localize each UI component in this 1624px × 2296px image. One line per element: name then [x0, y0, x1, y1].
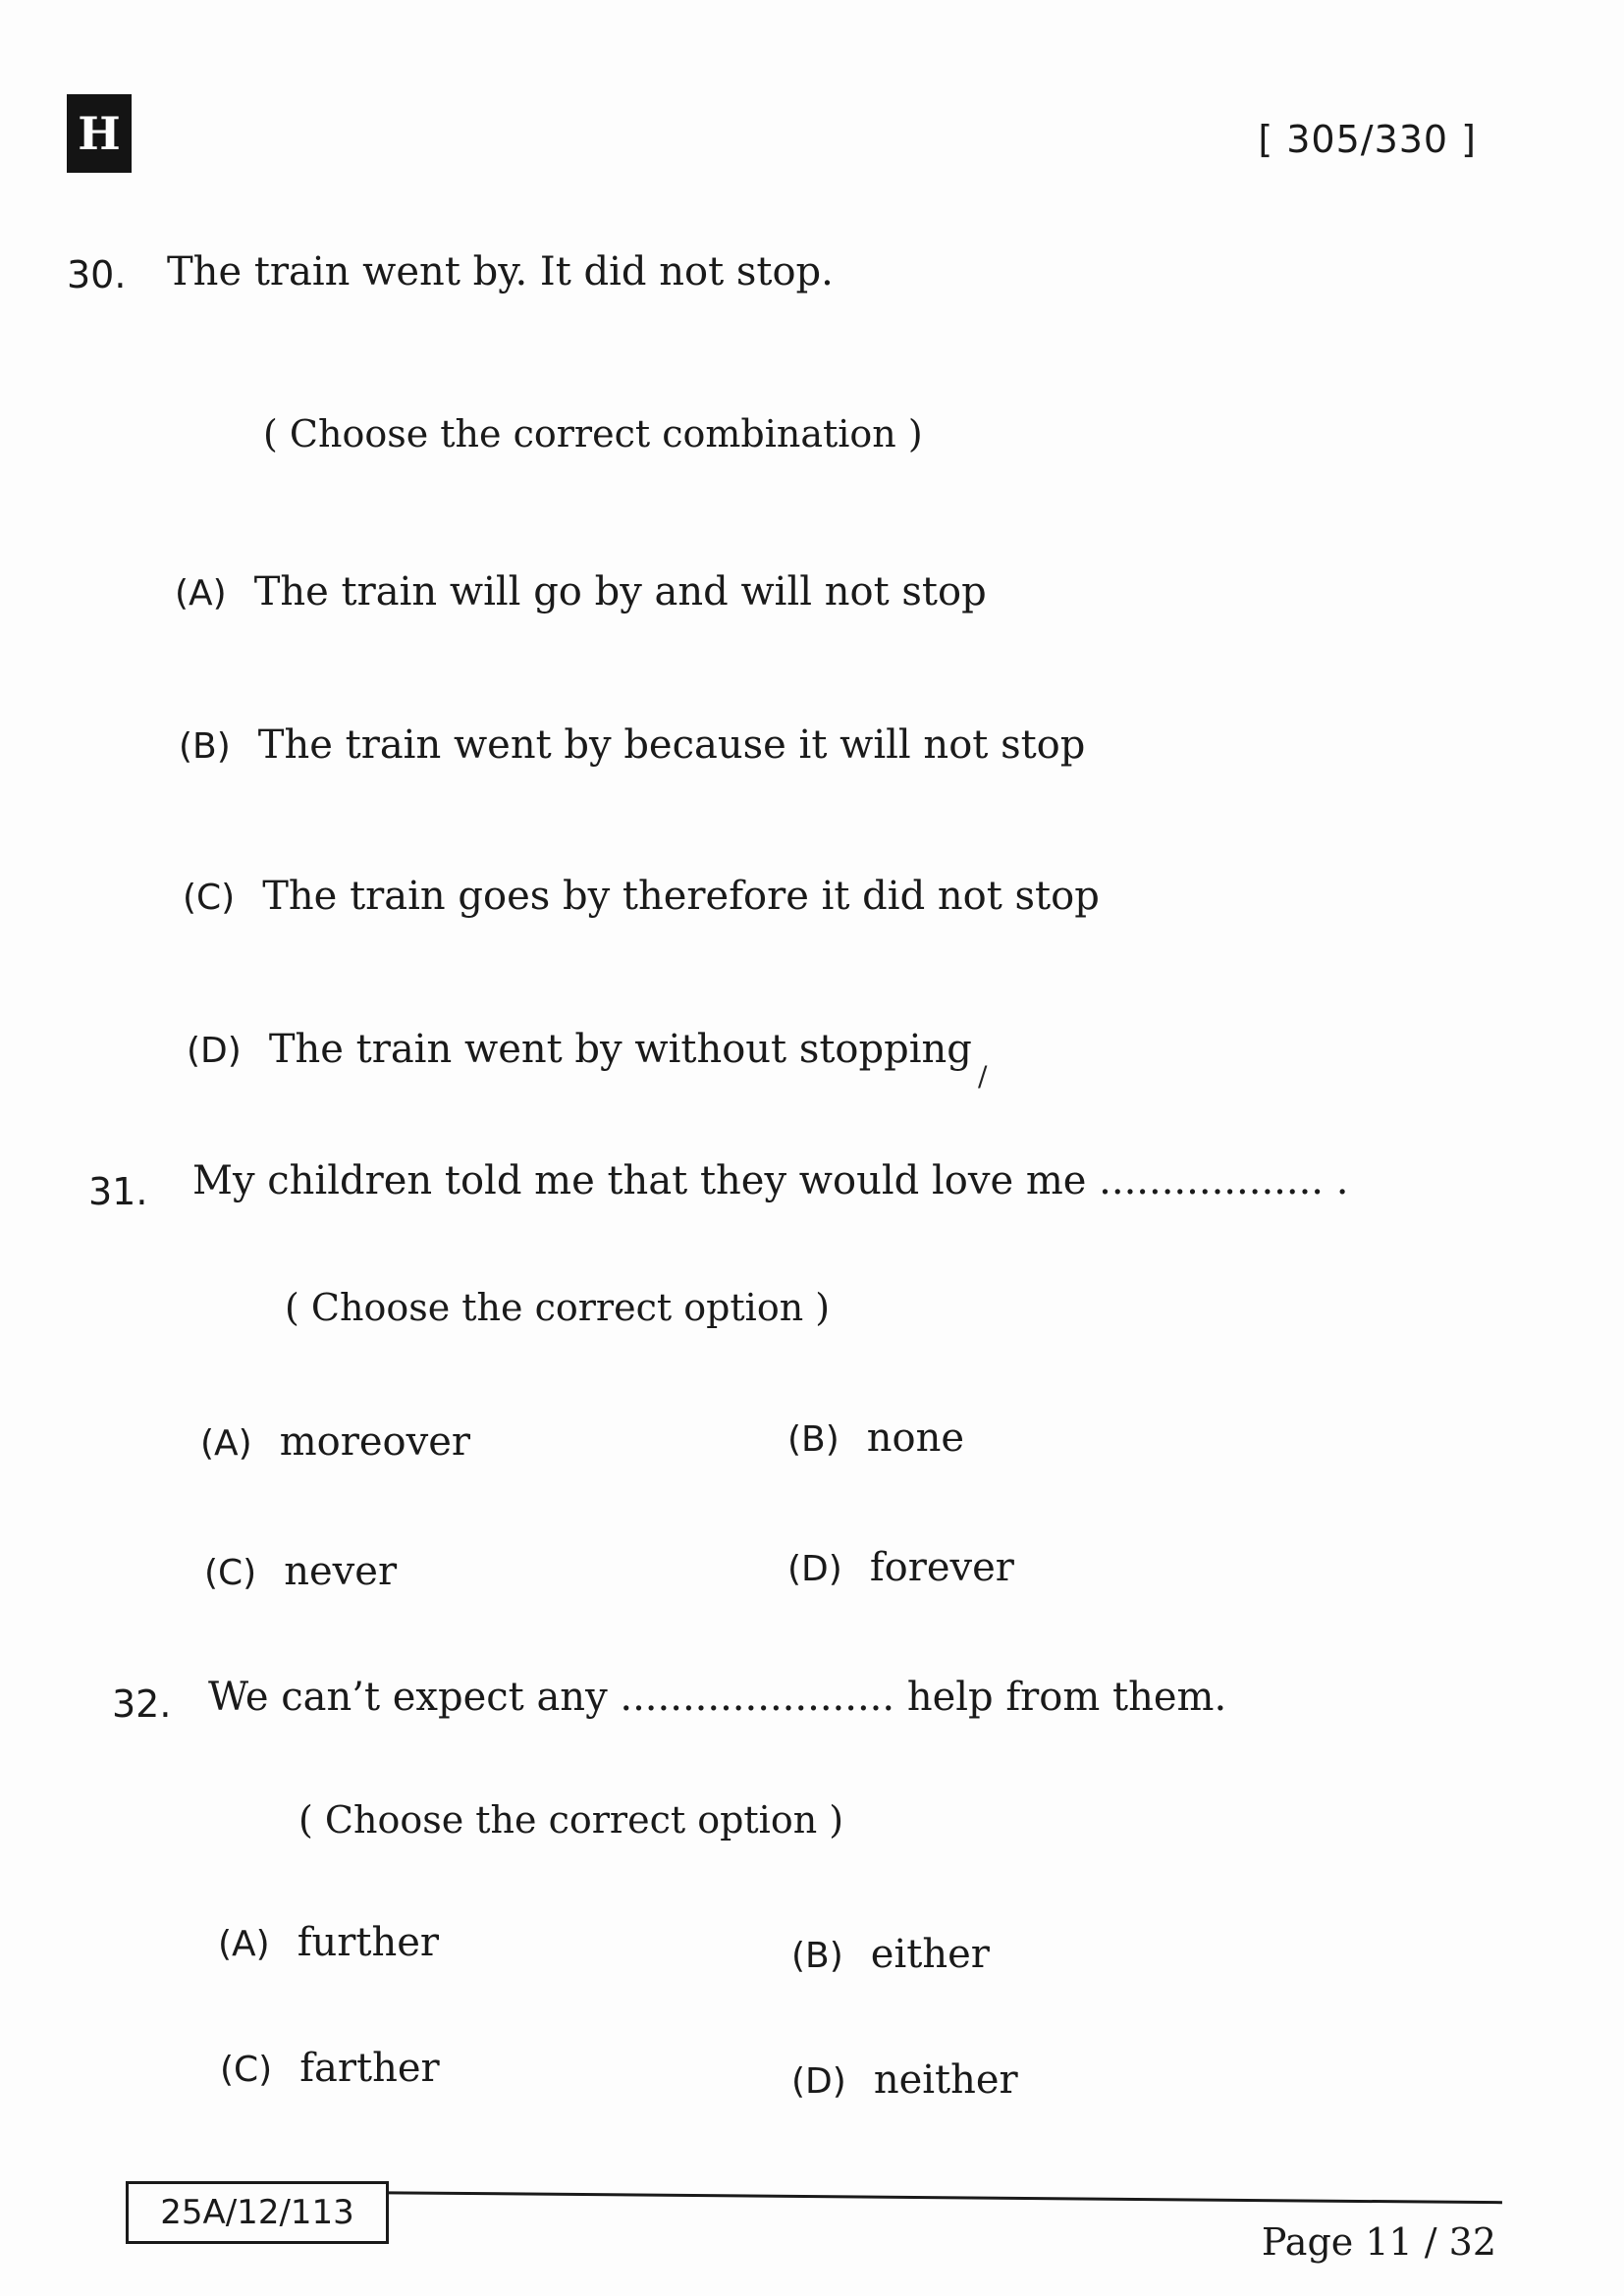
option-a[interactable] [218, 1920, 439, 1965]
option-text: neither [873, 2057, 1018, 2103]
question-instruction: ( Choose the correct option ) [298, 1798, 844, 1842]
footer-paper-code: 25A/12/113 [126, 2181, 389, 2244]
option-text: The train went by without stopping [268, 1027, 972, 1072]
option-b[interactable] [179, 722, 1085, 768]
option-label: (D) [787, 1549, 842, 1589]
option-label: (D) [791, 2061, 846, 2102]
option-label: (A) [175, 573, 227, 614]
question-text: We can’t expect any ...................... help from them. [208, 1675, 1227, 1720]
option-label: (B) [179, 726, 231, 767]
question-number: 32. [112, 1682, 172, 1726]
option-label: (B) [787, 1419, 839, 1460]
option-label: (A) [218, 1924, 270, 1964]
option-label: (D) [187, 1031, 242, 1071]
question-number: 31. [88, 1170, 148, 1213]
option-text: moreover [279, 1419, 470, 1465]
option-label: (A) [200, 1423, 252, 1464]
paper-code: [ 305/330 ] [1258, 118, 1477, 161]
option-text: The train went by because it will not stop [257, 722, 1086, 768]
option-label: (C) [220, 2050, 273, 2090]
option-label: (B) [791, 1936, 843, 1976]
option-text: farther [299, 2046, 440, 2091]
stray-mark: / [978, 1060, 988, 1093]
question-number: 30. [67, 253, 127, 296]
option-b[interactable] [787, 1415, 964, 1461]
option-d[interactable] [787, 1545, 1014, 1590]
option-label: (C) [183, 878, 236, 918]
option-a[interactable] [175, 569, 987, 614]
option-text: either [870, 1932, 990, 1977]
version-badge: H [67, 94, 132, 173]
option-c[interactable] [204, 1549, 397, 1594]
option-label: (C) [204, 1553, 257, 1593]
question-text: My children told me that they would love me .................. . [192, 1158, 1349, 1203]
option-b[interactable] [791, 1932, 990, 1977]
question-instruction: ( Choose the correct combination ) [263, 412, 923, 455]
option-d[interactable] [187, 1027, 972, 1072]
option-c[interactable] [220, 2046, 440, 2091]
option-text: further [297, 1920, 440, 1965]
question-text: The train went by. It did not stop. [167, 249, 834, 294]
option-text: none [866, 1415, 965, 1461]
option-text: forever [869, 1545, 1014, 1590]
question-instruction: ( Choose the correct option ) [285, 1286, 831, 1329]
option-text: The train goes by therefore it did not stop [262, 874, 1100, 919]
option-c[interactable] [183, 874, 1100, 919]
option-text: The train will go by and will not stop [253, 569, 987, 614]
page-number: Page 11 / 32 [1261, 2220, 1496, 2264]
option-text: never [284, 1549, 398, 1594]
option-d[interactable] [791, 2057, 1018, 2103]
option-a[interactable] [200, 1419, 470, 1465]
